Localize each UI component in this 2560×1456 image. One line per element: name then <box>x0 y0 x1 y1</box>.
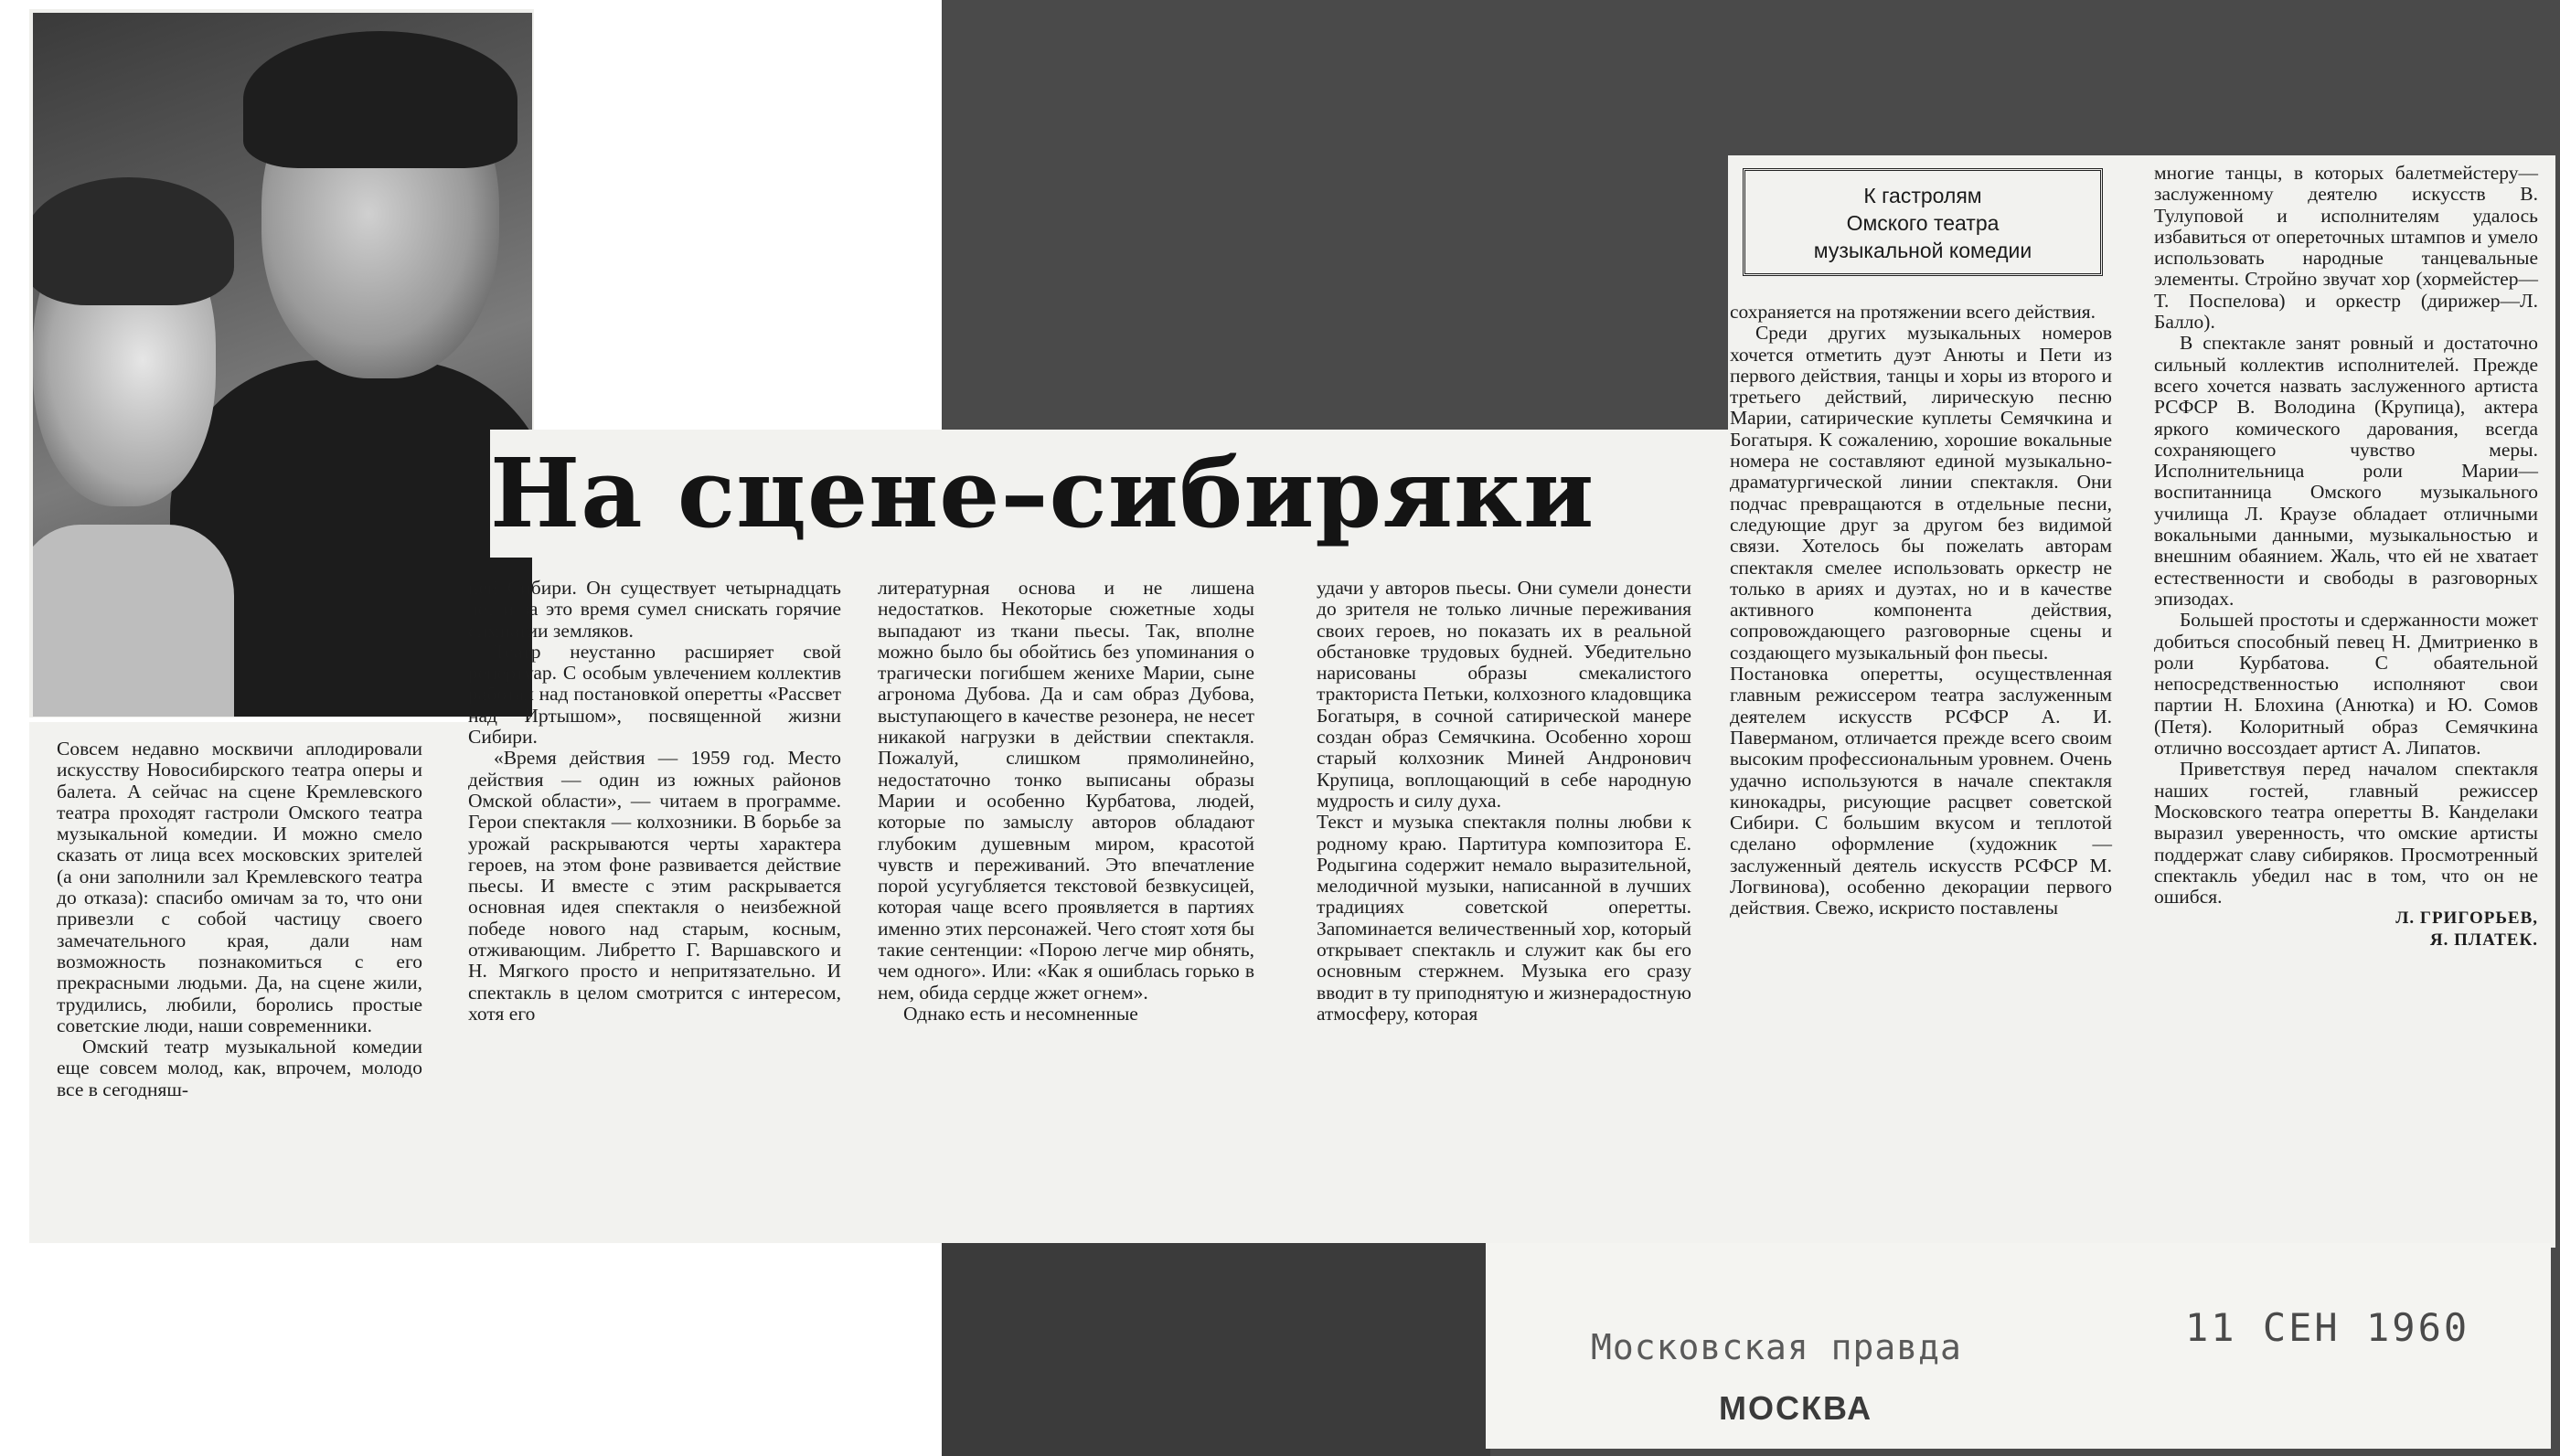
article-column-4 <box>1317 578 1691 1025</box>
article-column-2 <box>468 578 841 1025</box>
paragraph: Текст и музыка спектакля полны любви к родному краю. Партитура композитора Е. Родыгина содержит немало выразительной, мелодичной музыки, написанной в лучших традициях советской оперетты. Запоминается величественный хор, который открывает спектакль и служит как бы его основным стержнем. Музыка его сразу вводит в ту приподнятую и жизнерадостную атмосферу, которая <box>1317 811 1691 1025</box>
article-column-6 <box>2154 163 2538 951</box>
paragraph: Театр неустанно расширяет свой репертуар. С особым увлечением коллектив работал над постановкой оперетты «Рассвет над Иртышом», посвященной жизни Сибири. <box>468 640 841 749</box>
photo-woman-body <box>33 525 234 717</box>
paragraph: Однако есть и несомненные <box>902 1002 1138 1025</box>
paragraph: «Время действия — 1959 год. Место действия — один из южных районов Омской области», — читаем в программе. Герои спектакля — колхозники. В борьбе за урожай раскрываются черты характера героев, на этом фоне развивается действие пьесы. И вместе с этим раскрывается основная идея спектакля о неизбежной победе нового над старым, косным, отживающим. Либретто Г. Варшавского и Н. Мягкого просто и непритязательно. И спектакль в целом смотрится с интересом, хотя его <box>468 747 841 1025</box>
newspaper-name-stamp: Московская правда <box>1591 1327 1962 1367</box>
author-signature: Я. ПЛАТЕК. <box>2429 930 2538 950</box>
paragraph: ней Сибири. Он существует четырнадцать лет и за это время сумел снискать горячие симпатии земляков. <box>468 577 841 642</box>
paragraph: многие танцы, в которых балетмейстеру—заслуженному деятелю искусств В. Тулуповой и исполнителям удалось избавиться от опереточных штампов и умело использовать народные танцевальные элементы. Стройно звучат хор (хормейстер—Т. Поспелова) и оркестр (дирижер—Л. Балло). <box>2154 162 2538 334</box>
paragraph: Омский театр музыкальной комедии еще совсем молод, как, впрочем, молодо все в сегодняш- <box>57 1036 422 1100</box>
scan-background-bottom <box>942 1234 1490 1456</box>
article-column-5 <box>1730 302 2112 919</box>
paragraph: литературная основа и не лишена недостатков. Некоторые сюжетные ходы выпадают из ткани пьесы. Так, вполне можно было бы обойтись без упоминания о трагически погибшем женихе Марии, сыне агронома Дубова. Да и сам образ Дубова, выступающего в качестве резонера, не несет никакой нагрузки в действии спектакля. Пожалуй, слишком прямолинейно, недостаточно тонко выписаны образы Марии и особенно Курбатова, людей, которые по замыслу авторов обладают глубоким душевным миром, красотой чувств и переживаний. Это впечатление порой усугубляется текстовой безвкусицей, которая чаще всего проявляется в партиях именно этих персонажей. Чего стоят хотя бы такие сентенции: «Порою легче мир обнять, чем одного». Или: «Как я ошиблась горько в нем, обида сердце жжет огнем». <box>878 577 1254 1004</box>
rubric-line: музыкальной комедии <box>1813 239 2032 262</box>
paragraph: Большей простоты и сдержанности может добиться способный певец Н. Дмитриенко в роли Курбатова. С обаятельной непосредственностью исполняют свои партии Н. Блохина (Анютка) и Ю. Сомов (Петя). Колоритный образ Семячкина отлично воссоздает артист А. Липатов. <box>2154 609 2538 760</box>
paragraph: Постановка оперетты, осуществленная главным режиссером театра заслуженным деятелем искусств РСФСР А. И. Паверманом, отличается прежде всего своим высоким профессиональным уровнем. Очень удачно используются в начале спектакля кинокадры, рисующие расцвет советской Сибири. С большим вкусом и теплотой сделано оформление (художник — заслуженный деятель искусств РСФСР М. Логвинова), особенно декорации первого действия. Свежо, искристо поставлены <box>1730 663 2112 919</box>
rubric-line: К гастролям <box>1863 184 1982 207</box>
author-signature: Л. ГРИГОРЬЕВ, <box>2395 909 2538 929</box>
paragraph: Среди других музыкальных номеров хочется отметить дуэт Анюты и Пети из первого действия, танцы и хоры из второго и третьего действий, лирическую песню Марии, сатирические куплеты Семячкина и Богатыря. К сожалению, хорошие вокальные номера не составляют единой музыкально-драматургической линии спектакля. Они подчас превращаются в отдельные песни, следующие друг за другом без видимой связи. Хотелось бы пожелать авторам спектакля смелее использовать оркестр не только в ариях и дуэтах, но и в качестве активного компонента действия, сопровождающего разговорные сцены и создающего музыкальный фон пьесы. <box>1730 322 2112 664</box>
paragraph: Совсем недавно москвичи аплодировали искусству Новосибирского театра оперы и балета. А сейчас на сцене Кремлевского театра проходят гастроли Омского театра музыкальной комедии. И можно смело сказать от лица всех московских зрителей (а они заполнили зал Кремлевского театра до отказа): спасибо омичам за то, что они привезли с собой частицу своего замечательного края, дали нам возможность познакомиться с его прекрасными людьми. Да, на сцене жили, трудились, любили, боролись простые советские люди, наши современники. <box>57 738 422 1036</box>
city-stamp: МОСКВА <box>1719 1389 1873 1427</box>
rubric-box <box>1743 168 2103 276</box>
actors-photo <box>33 13 532 717</box>
article-column-3 <box>878 578 1254 1025</box>
photo-woman-hair <box>33 177 234 305</box>
photo-man-hair <box>243 31 517 168</box>
article-headline: На сцене–сибиряки <box>490 430 1752 558</box>
paragraph: сохраняется на протяжении всего действия. <box>1730 301 2096 323</box>
article-column-1 <box>57 739 422 1100</box>
rubric-line: Омского театра <box>1846 211 2000 235</box>
date-stamp: 11 СЕН 1960 <box>2185 1305 2470 1350</box>
paragraph: Приветствуя перед началом спектакля наших гостей, главный режиссер Московского театра оперетты В. Канделаки выразил уверенность, что омские артисты поддержат славу сибиряков. Просмотренный спектакль убедил нас в том, что он не ошибся. <box>2154 758 2538 909</box>
paragraph: удачи у авторов пьесы. Они сумели донести до зрителя не только личные переживания своих героев, но показать их в реальной обстановке трудовых будней. Убедительно нарисованы образы смекалистого тракториста Петьки, колхозного кладовщика Богатыря, в сочной сатирической манере создан образ Семячкина. Особенно хорош старый колхозник Миней Андронович Крупица, воплощающий в себе народную мудрость и силу духа. <box>1317 577 1691 812</box>
paragraph: В спектакле занят ровный и достаточно сильный коллектив исполнителей. Прежде всего хочется назвать заслуженного артиста РСФСР В. Володина (Крупица), актера яркого комического дарования, всегда сохраняющего чувство меры. Исполнительница роли Марии—воспитанница Омского музыкального училища Л. Краузе обладает отличными вокальными данными, музыкальностью и внешним обаянием. Жаль, что ей не хватает естественности и свободы в разговорных эпизодах. <box>2154 332 2538 610</box>
